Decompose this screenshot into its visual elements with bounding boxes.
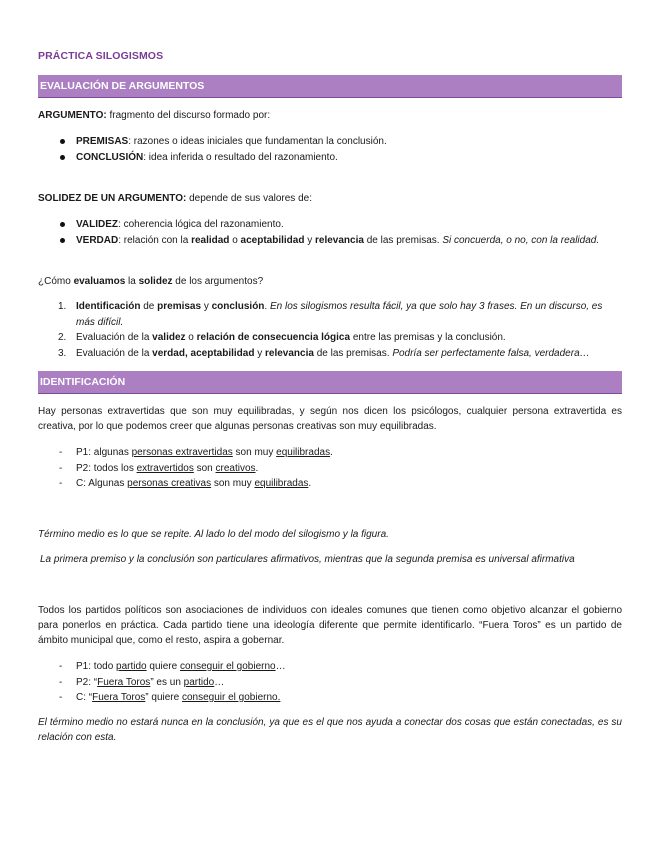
section-divider [38, 393, 622, 394]
example1-syllogism [38, 445, 622, 492]
list-item: 2. Evaluación de la validez o relación de consecuencia lógica entre las premisas y la conclusión. [58, 332, 506, 343]
list-item: VERDAD: relación con la realidad o aceptabilidad y relevancia de las premisas. Si concuerda, o no, con la realidad. [38, 233, 622, 249]
example1-paragraph: Hay personas extravertidas que son muy equilibradas, y según nos dicen los psicólogos, cualquier persona extravertida es creativa, por lo que podemos creer que algunas personas creativas son muy equilibradas. [38, 406, 622, 432]
list-item: - C: Algunas personas creativas son muy equilibradas. [38, 476, 622, 492]
note-termino-medio: Término medio es lo que se repite. Al lado lo del modo del silogismo y la figura. [38, 529, 389, 540]
section-heading-evaluacion: EVALUACIÓN DE ARGUMENTOS [38, 75, 622, 97]
example2-syllogism [38, 659, 622, 706]
document-title: PRÁCTICA SILOGISMOS [38, 50, 164, 62]
solidez-definition: SOLIDEZ DE UN ARGUMENTO: depende de sus valores de: [38, 193, 312, 204]
list-item: CONCLUSIÓN: idea inferida o resultado del razonamiento. [38, 150, 622, 166]
list-item: - P1: algunas personas extravertidas son muy equilibradas. [38, 445, 622, 461]
list-item: 3. Evaluación de la verdad, aceptabilidad y relevancia de las premisas. Podría ser perfectamente falsa, verdadera… [58, 347, 590, 359]
list-item: - C: “Fuera Toros” quiere conseguir el gobierno. [38, 690, 622, 706]
list-item: - P2: “Fuera Toros” es un partido… [38, 675, 622, 691]
note-conclusion: El término medio no estará nunca en la conclusión, ya que es el que nos ayuda a conectar dos cosas que están conectadas, es su relación con esta. [38, 717, 622, 743]
list-item: PREMISAS: razones o ideas iniciales que fundamentan la conclusión. [38, 134, 622, 150]
note-premisas: La primera premiso y la conclusión son particulares afirmativos, mientras que la segunda premisa es universal afirmativa [40, 554, 575, 565]
section-divider [38, 97, 622, 98]
argumento-definition: ARGUMENTO: fragmento del discurso formado por: [38, 110, 271, 121]
list-item: - P1: todo partido quiere conseguir el gobierno… [38, 659, 622, 675]
list-item: - P2: todos los extravertidos son creativos. [38, 461, 622, 477]
evaluation-steps-list [38, 299, 622, 361]
list-item: 1. Identificación de premisas y conclusión. En los silogismos resulta fácil, ya que solo hay 3 frases. En un discurso, es más difícil. [58, 301, 603, 328]
section-heading-identificacion: IDENTIFICACIÓN [38, 371, 622, 393]
argumento-parts-list [38, 134, 622, 165]
evaluation-question: ¿Cómo evaluamos la solidez de los argumentos? [38, 276, 264, 287]
solidez-values-list [38, 217, 622, 248]
list-item: VALIDEZ: coherencia lógica del razonamiento. [38, 217, 622, 233]
example2-paragraph: Todos los partidos políticos son asociaciones de individuos con ideales comunes que tienen como objetivo alcanzar el gobierno para ponerlos en práctica. Cada partido tiene una ideología diferente que permite identificarlo. “Fuera Toros” es un partido de ámbito municipal que, como el resto, aspira a gobernar. [38, 605, 622, 646]
